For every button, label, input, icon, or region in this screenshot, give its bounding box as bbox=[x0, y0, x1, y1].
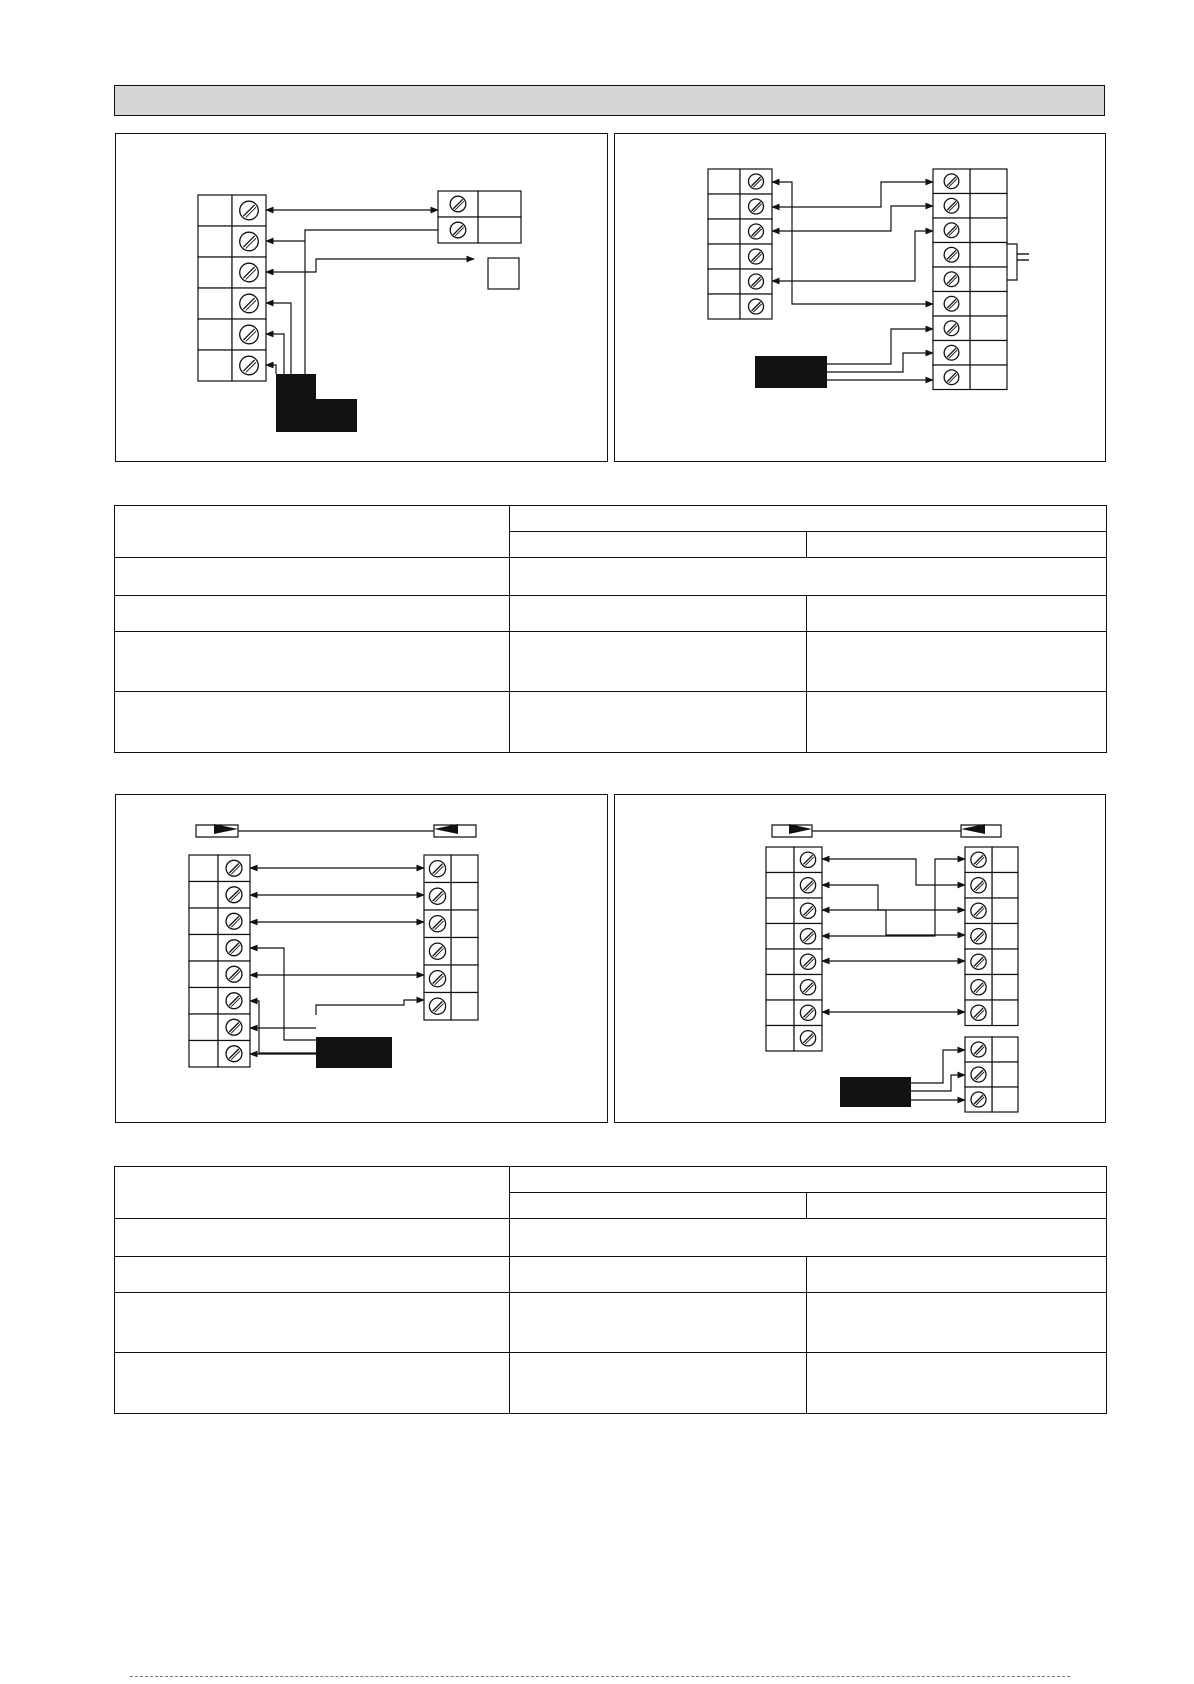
table2-subheader-1 bbox=[510, 1193, 807, 1219]
terminal-label-cell bbox=[992, 924, 1018, 950]
terminal-label-cell bbox=[766, 1000, 794, 1026]
wiring-diagram-panel-bottom-left bbox=[115, 794, 608, 1123]
terminal-label-cell bbox=[970, 194, 1007, 219]
terminal-label-cell bbox=[189, 908, 218, 935]
wire bbox=[266, 230, 438, 241]
table2-row2-value-1 bbox=[510, 1257, 807, 1293]
terminal-label-cell bbox=[198, 226, 232, 257]
terminal-label-cell bbox=[708, 294, 740, 319]
wire bbox=[266, 334, 284, 374]
terminal-label-cell bbox=[992, 1062, 1018, 1087]
terminal-label-cell bbox=[451, 993, 478, 1021]
wiring-diagram-panel-top-right bbox=[614, 133, 1106, 462]
terminal-label-cell bbox=[708, 269, 740, 294]
terminal-label-cell bbox=[451, 938, 478, 966]
terminal-label-cell bbox=[189, 935, 218, 962]
terminal-label-cell bbox=[970, 243, 1007, 268]
wiring-diagram-panel-top-left bbox=[115, 133, 608, 462]
table2-row1-value bbox=[510, 1219, 1107, 1257]
table2-header-right bbox=[510, 1167, 1107, 1193]
unit-box bbox=[488, 258, 519, 289]
terminal-label-cell bbox=[970, 365, 1007, 390]
terminal-label-cell bbox=[992, 873, 1018, 899]
cable-connectors bbox=[772, 824, 1001, 837]
table2-row1-label bbox=[115, 1219, 510, 1257]
wire bbox=[822, 885, 965, 910]
terminal-block-left bbox=[708, 169, 772, 319]
wire bbox=[827, 329, 933, 364]
wire bbox=[772, 206, 933, 231]
terminal-label-cell bbox=[708, 169, 740, 194]
table1-row3-value-2 bbox=[807, 632, 1107, 692]
terminal-label-cell bbox=[992, 975, 1018, 1001]
terminal-label-cell bbox=[189, 1041, 218, 1068]
table1-row4-value-1 bbox=[510, 692, 807, 753]
table2-row4-value-1 bbox=[510, 1353, 807, 1414]
table1-row1-value bbox=[510, 558, 1107, 596]
terminal-label-cell bbox=[189, 961, 218, 988]
terminal-label-cell bbox=[766, 847, 794, 873]
wiring-diagram-bottom-left bbox=[116, 795, 609, 1124]
table2-row3-value-2 bbox=[807, 1293, 1107, 1353]
wire bbox=[911, 1050, 965, 1083]
terminal-label-cell bbox=[970, 218, 1007, 243]
wire bbox=[1007, 244, 1017, 280]
terminal-label-cell bbox=[708, 194, 740, 219]
terminal-block-left bbox=[766, 847, 822, 1051]
terminal-label-cell bbox=[189, 988, 218, 1015]
terminal-label-cell bbox=[992, 1037, 1018, 1062]
terminal-label-cell bbox=[478, 191, 521, 217]
wire bbox=[250, 948, 316, 1040]
terminal-label-cell bbox=[198, 257, 232, 288]
terminal-block-right bbox=[933, 169, 1007, 390]
table1-row4-label bbox=[115, 692, 510, 753]
wire bbox=[772, 231, 933, 281]
terminal-block-left bbox=[198, 195, 266, 381]
table1-row2-value-2 bbox=[807, 596, 1107, 632]
spec-table-2 bbox=[114, 1166, 1107, 1414]
black-component-shape bbox=[755, 356, 827, 388]
table1-row2-label bbox=[115, 596, 510, 632]
wire bbox=[822, 859, 965, 936]
terminal-block-right-upper bbox=[965, 847, 1018, 1026]
terminal-label-cell bbox=[766, 898, 794, 924]
terminal-label-cell bbox=[198, 350, 232, 381]
wire bbox=[316, 1000, 424, 1015]
black-component bbox=[840, 1077, 911, 1107]
table1-row2-value-1 bbox=[510, 596, 807, 632]
terminal-label-cell bbox=[766, 1026, 794, 1052]
wiring-diagram-top-right bbox=[615, 134, 1107, 463]
table1-row3-label bbox=[115, 632, 510, 692]
terminal-label-cell bbox=[708, 244, 740, 269]
connection-wires bbox=[250, 868, 424, 1054]
black-component bbox=[316, 1037, 392, 1068]
capacitor-symbol bbox=[1017, 254, 1029, 260]
wire bbox=[822, 910, 965, 935]
terminal-label-cell bbox=[708, 219, 740, 244]
wire bbox=[266, 259, 474, 272]
wire bbox=[772, 182, 933, 207]
footer-dashed-rule bbox=[130, 1676, 1070, 1677]
wire bbox=[772, 182, 933, 304]
section-title-bar bbox=[114, 85, 1105, 116]
terminal-label-cell bbox=[478, 217, 521, 243]
terminal-label-cell bbox=[992, 1000, 1018, 1026]
black-component bbox=[755, 356, 827, 388]
wire bbox=[250, 1001, 316, 1053]
spec-table-1 bbox=[114, 505, 1107, 753]
connection-wires bbox=[822, 859, 965, 1100]
terminal-label-cell bbox=[198, 319, 232, 350]
terminal-label-cell bbox=[451, 910, 478, 938]
table1-row4-value-2 bbox=[807, 692, 1107, 753]
black-component-shape bbox=[316, 1037, 392, 1068]
terminal-label-cell bbox=[992, 949, 1018, 975]
table2-header-left bbox=[115, 1167, 510, 1219]
terminal-label-cell bbox=[992, 1087, 1018, 1112]
black-component-shape bbox=[276, 374, 357, 432]
wiring-diagram-top-left bbox=[116, 134, 609, 463]
terminal-label-cell bbox=[198, 288, 232, 319]
terminal-label-cell bbox=[189, 855, 218, 882]
terminal-label-cell bbox=[766, 873, 794, 899]
terminal-label-cell bbox=[766, 975, 794, 1001]
table2-row3-label bbox=[115, 1293, 510, 1353]
terminal-label-cell bbox=[970, 267, 1007, 292]
black-component-shape bbox=[840, 1077, 911, 1107]
table1-row3-value-1 bbox=[510, 632, 807, 692]
table2-subheader-2 bbox=[807, 1193, 1107, 1219]
terminal-label-cell bbox=[766, 924, 794, 950]
terminal-label-cell bbox=[992, 898, 1018, 924]
table1-header-left bbox=[115, 506, 510, 558]
table1-header-right bbox=[510, 506, 1107, 532]
table1-subheader-2 bbox=[807, 532, 1107, 558]
black-component bbox=[276, 374, 357, 432]
cable-connectors bbox=[196, 824, 476, 837]
table1-row1-label bbox=[115, 558, 510, 596]
wire bbox=[266, 303, 291, 374]
terminal-label-cell bbox=[970, 169, 1007, 194]
wire bbox=[822, 859, 965, 885]
terminal-label-cell bbox=[451, 883, 478, 911]
terminal-block-right bbox=[438, 191, 521, 243]
wire bbox=[266, 365, 276, 374]
wiring-diagram-bottom-right bbox=[615, 795, 1107, 1124]
terminal-block-right-lower bbox=[965, 1037, 1018, 1112]
terminal-label-cell bbox=[189, 882, 218, 909]
terminal-label-cell bbox=[451, 965, 478, 993]
table2-row2-label bbox=[115, 1257, 510, 1293]
unit-box-small bbox=[488, 258, 519, 289]
terminal-label-cell bbox=[970, 341, 1007, 366]
terminal-label-cell bbox=[970, 292, 1007, 317]
table1-subheader-1 bbox=[510, 532, 807, 558]
terminal-label-cell bbox=[451, 855, 478, 883]
terminal-label-cell bbox=[766, 949, 794, 975]
terminal-block-left bbox=[189, 855, 250, 1067]
terminal-label-cell bbox=[189, 1014, 218, 1041]
table2-row4-label bbox=[115, 1353, 510, 1414]
wiring-diagram-panel-bottom-right bbox=[614, 794, 1106, 1123]
terminal-block-right bbox=[424, 855, 478, 1020]
wire bbox=[827, 353, 933, 372]
terminal-label-cell bbox=[992, 847, 1018, 873]
table2-row2-value-2 bbox=[807, 1257, 1107, 1293]
terminal-label-cell bbox=[970, 316, 1007, 341]
table2-row4-value-2 bbox=[807, 1353, 1107, 1414]
table2-row3-value-1 bbox=[510, 1293, 807, 1353]
terminal-label-cell bbox=[198, 195, 232, 226]
